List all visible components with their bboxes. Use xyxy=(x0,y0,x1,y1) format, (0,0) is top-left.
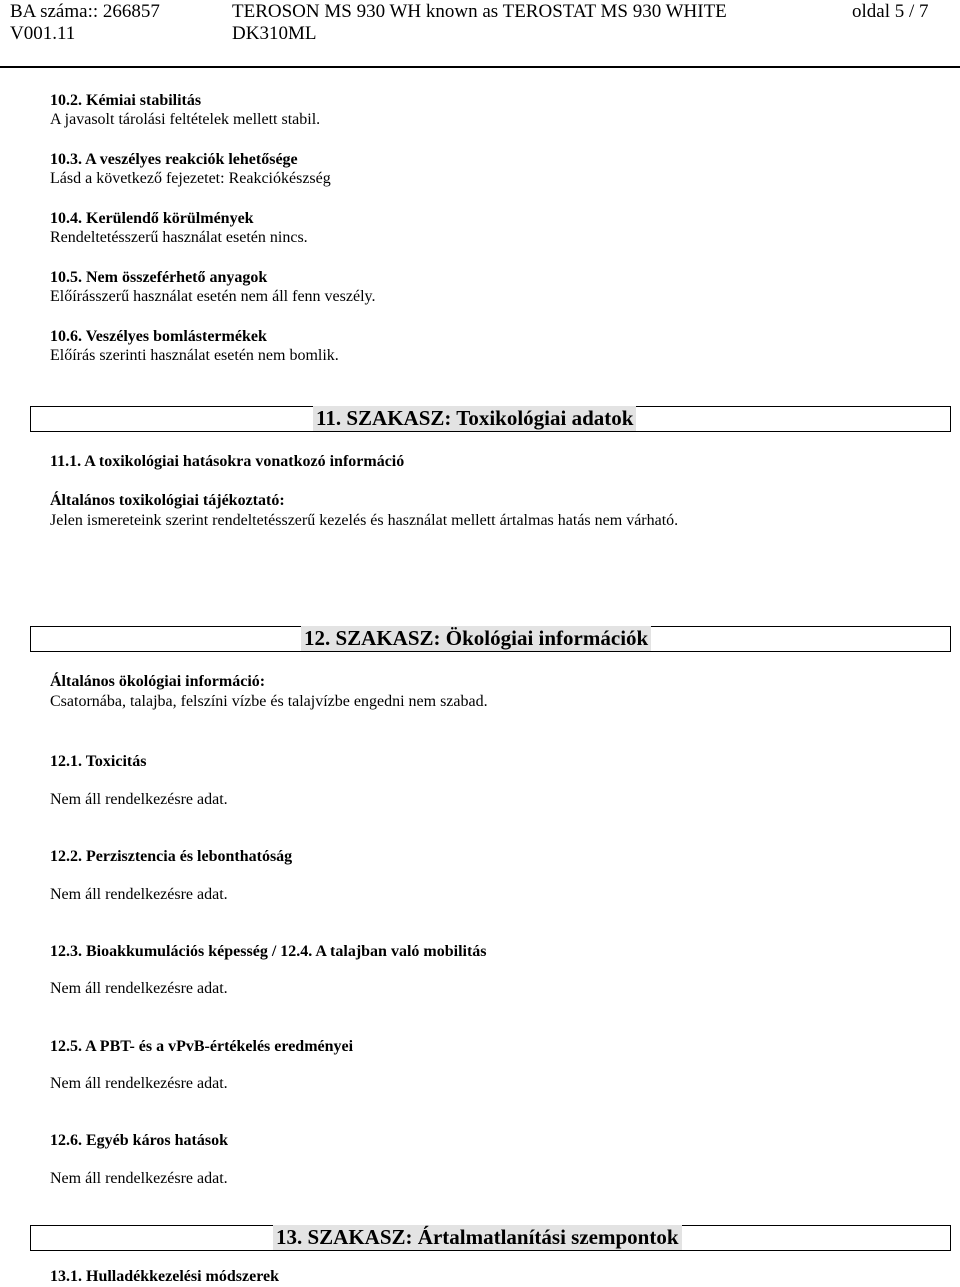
section-11-title: 11. SZAKASZ: Toxikológiai adatok xyxy=(313,406,636,431)
section-10-3-text: Lásd a következő fejezetet: Reakciókészség xyxy=(50,170,331,187)
document-number: BA száma:: 266857 xyxy=(10,1,160,22)
section-10-2-heading: 10.2. Kémiai stabilitás xyxy=(50,92,202,109)
section-12-1-text: Nem áll rendelkezésre adat. xyxy=(50,791,228,808)
section-10-2-text: A javasolt tárolási feltételek mellett stabil. xyxy=(50,111,321,128)
page-number: oldal 5 / 7 xyxy=(852,1,929,22)
general-toxicology-text: Jelen ismereteink szerint rendeltetésszerű kezelés és használat mellett ártalmas hatás nem várható. xyxy=(50,512,679,529)
section-10-3-heading: 10.3. A veszélyes reakciók lehetősége xyxy=(50,151,298,168)
section-12-1-heading: 12.1. Toxicitás xyxy=(50,753,147,770)
section-13-title: 13. SZAKASZ: Ártalmatlanítási szempontok xyxy=(273,1225,682,1250)
section-12-2-text: Nem áll rendelkezésre adat. xyxy=(50,886,228,903)
section-10-6-heading: 10.6. Veszélyes bomlástermékek xyxy=(50,328,267,345)
section-10-4-text: Rendeltetésszerű használat esetén nincs. xyxy=(50,229,308,246)
header-divider xyxy=(0,66,960,68)
section-10-5-heading: 10.5. Nem összeférhető anyagok xyxy=(50,269,268,286)
section-12-3-heading: 12.3. Bioakkumulációs képesség / 12.4. A talajban való mobilitás xyxy=(50,943,487,960)
section-10-6-text: Előírás szerinti használat esetén nem bomlik. xyxy=(50,347,339,364)
section-12-5-text: Nem áll rendelkezésre adat. xyxy=(50,1075,228,1092)
section-12-6-heading: 12.6. Egyéb káros hatások xyxy=(50,1132,228,1149)
document-version: V001.11 xyxy=(10,23,76,44)
section-12-6-text: Nem áll rendelkezésre adat. xyxy=(50,1170,228,1187)
section-13-1-heading: 13.1. Hulladékkezelési módszerek xyxy=(50,1268,280,1285)
section-12-2-heading: 12.2. Perzisztencia és lebonthatóság xyxy=(50,848,293,865)
section-12-5-heading: 12.5. A PBT- és a vPvB-értékelés eredményei xyxy=(50,1038,354,1055)
section-12-title: 12. SZAKASZ: Ökológiai információk xyxy=(301,626,651,651)
section-12-3-text: Nem áll rendelkezésre adat. xyxy=(50,980,228,997)
general-ecology-label: Általános ökológiai információ: xyxy=(50,673,266,690)
general-ecology-text: Csatornába, talajba, felszíni vízbe és talajvízbe engedni nem szabad. xyxy=(50,693,488,710)
section-10-4-heading: 10.4. Kerülendő körülmények xyxy=(50,210,254,227)
section-11-1-heading: 11.1. A toxikológiai hatásokra vonatkozó információ xyxy=(50,453,405,470)
product-name: TEROSON MS 930 WH known as TEROSTAT MS 930 WHITE xyxy=(232,1,727,22)
section-10-5-text: Előírásszerű használat esetén nem áll fenn veszély. xyxy=(50,288,376,305)
general-toxicology-label: Általános toxikológiai tájékoztató: xyxy=(50,492,285,509)
product-size: DK310ML xyxy=(232,23,317,44)
